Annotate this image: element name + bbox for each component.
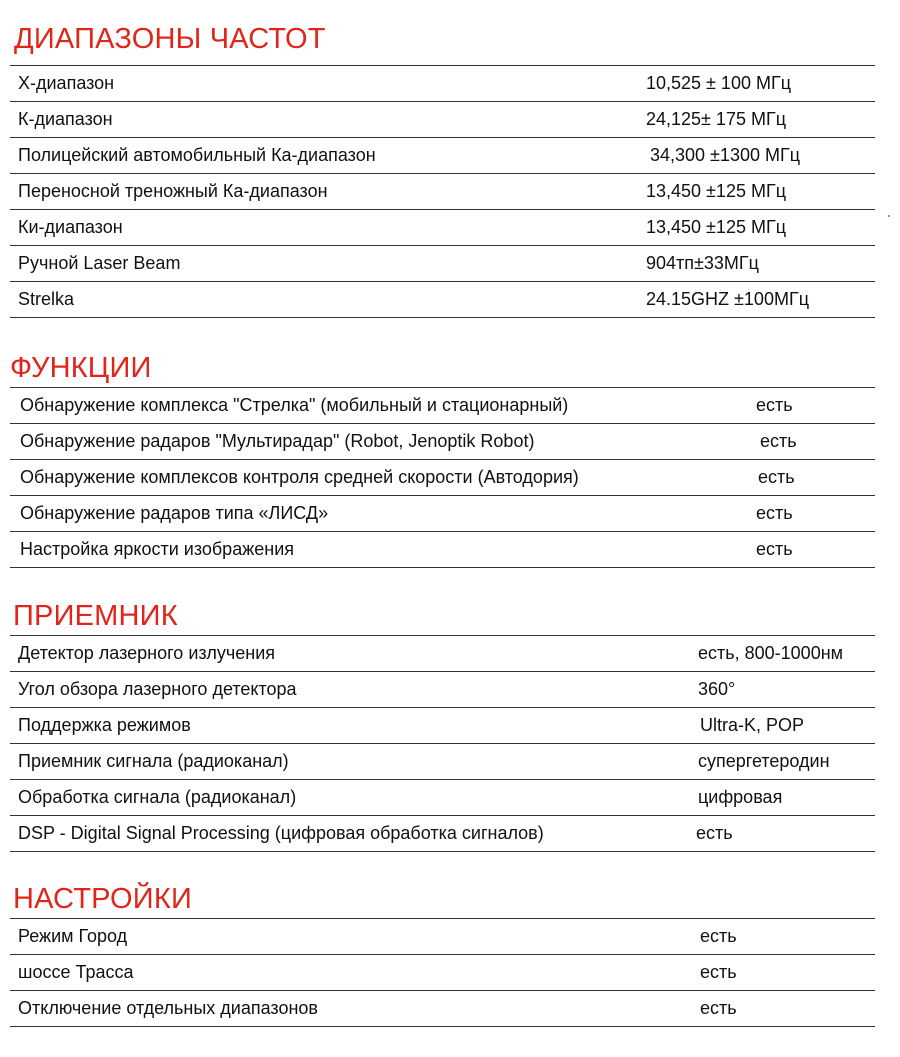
row-label: К-диапазон <box>18 109 113 129</box>
spec-table <box>10 387 875 568</box>
table-row <box>10 66 875 102</box>
row-label: Обнаружение комплекса "Стрелка" (мобильный и стационарный) <box>20 395 569 415</box>
row-value: есть <box>756 503 793 523</box>
stray-dot <box>888 215 890 217</box>
section-frequency-ranges <box>10 22 875 318</box>
table-row <box>10 816 875 852</box>
row-value: 13,450 ±125 МГц <box>646 181 787 201</box>
row-label: Полицейский автомобильный Ка-диапазон <box>18 145 376 165</box>
row-label: Обнаружение радаров типа «ЛИСД» <box>20 503 329 523</box>
row-label: Переносной треножный Ка-диапазон <box>18 181 328 201</box>
row-label: Режим Город <box>18 926 128 946</box>
table-row <box>10 919 875 955</box>
table-row <box>10 672 875 708</box>
row-label: DSP - Digital Signal Processing (цифровая обработка сигналов) <box>18 823 544 843</box>
section-title: ПРИЕМНИК <box>13 600 178 632</box>
row-label: шоссе Трасса <box>18 962 134 982</box>
row-value: есть <box>756 539 793 559</box>
table-row <box>10 282 875 318</box>
table-row <box>10 636 875 672</box>
table-row <box>10 496 875 532</box>
row-label: Обнаружение радаров "Мультирадар" (Robot, Jenoptik Robot) <box>20 431 535 451</box>
row-value: 904тп±33МГц <box>646 253 759 273</box>
row-value: есть <box>700 998 737 1018</box>
row-label: Обнаружение комплексов контроля средней скорости (Автодория) <box>20 467 579 487</box>
section-functions <box>10 351 875 568</box>
row-label: Угол обзора лазерного детектора <box>18 679 297 699</box>
row-label: Настройка яркости изображения <box>20 539 294 559</box>
table-row <box>10 424 875 460</box>
row-value: есть <box>700 962 737 982</box>
section-title: НАСТРОЙКИ <box>13 883 192 915</box>
section-receiver <box>10 599 875 852</box>
row-label: Приемник сигнала (радиоканал) <box>18 751 289 771</box>
table-row <box>10 532 875 568</box>
row-value: есть <box>760 431 797 451</box>
spec-table <box>10 65 875 318</box>
table-row <box>10 780 875 816</box>
row-label: Обработка сигнала (радиоканал) <box>18 787 297 807</box>
table-row <box>10 460 875 496</box>
row-value: есть, 800-1000нм <box>698 643 844 663</box>
row-label: Ручной Laser Beam <box>18 253 181 273</box>
table-row <box>10 991 875 1027</box>
row-value: цифровая <box>698 787 783 807</box>
row-label: Отключение отдельных диапазонов <box>18 998 318 1018</box>
row-value: 360° <box>698 679 736 699</box>
table-row <box>10 138 875 174</box>
table-row <box>10 246 875 282</box>
row-value: 13,450 ±125 МГц <box>646 217 787 237</box>
row-value: 24,125± 175 МГц <box>646 109 787 129</box>
row-value: есть <box>700 926 737 946</box>
row-value: Ultra-K, POP <box>700 715 805 735</box>
row-label: Strelka <box>18 289 75 309</box>
spec-table <box>10 918 875 1027</box>
section-title: ДИАПАЗОНЫ ЧАСТОТ <box>14 23 326 55</box>
row-value: 10,525 ± 100 МГц <box>646 73 792 93</box>
row-value: 34,300 ±1300 МГц <box>650 145 801 165</box>
row-value: 24.15GHZ ±100МГц <box>646 289 810 309</box>
section-title: ФУНКЦИИ <box>10 352 152 384</box>
spec-table <box>10 635 875 852</box>
table-row <box>10 102 875 138</box>
table-row <box>10 210 875 246</box>
row-label: Детектор лазерного излучения <box>18 643 276 663</box>
row-label: Поддержка режимов <box>18 715 191 735</box>
row-label: X-диапазон <box>18 73 115 93</box>
table-row <box>10 708 875 744</box>
table-row <box>10 744 875 780</box>
table-row <box>10 174 875 210</box>
table-row <box>10 955 875 991</box>
section-settings <box>10 882 875 1027</box>
row-label: Ки-диапазон <box>18 217 123 237</box>
row-value: есть <box>756 395 793 415</box>
row-value: супергетеродин <box>698 751 830 771</box>
row-value: есть <box>696 823 733 843</box>
row-value: есть <box>758 467 795 487</box>
table-row <box>10 388 875 424</box>
